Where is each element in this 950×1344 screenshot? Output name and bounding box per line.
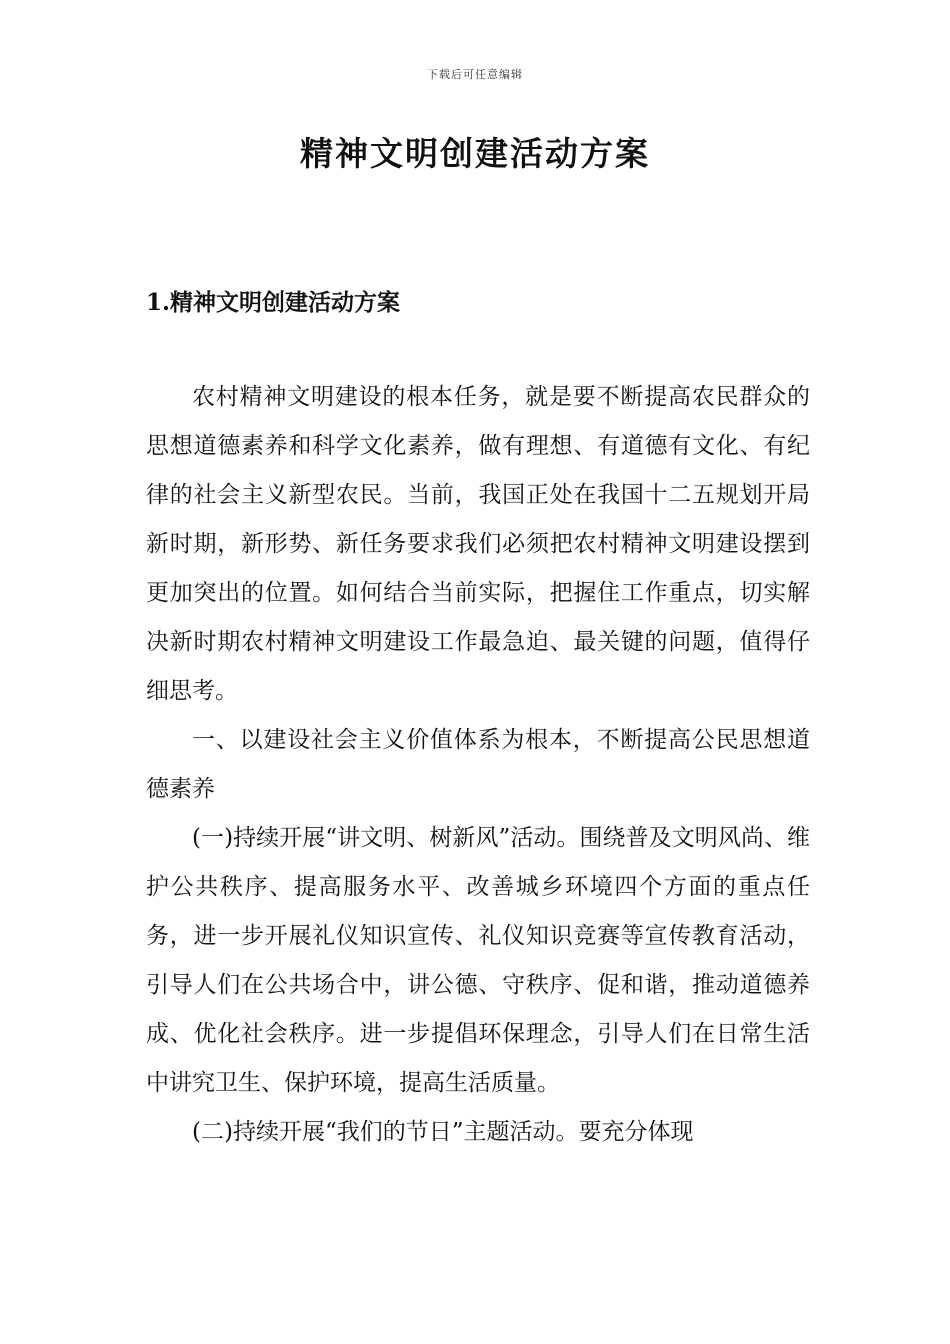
paragraph-intro: 农村精神文明建设的根本任务，就是要不断提高农民群众的思想道德素养和科学文化素养，做有理想、有道德有文化、有纪律的社会主义新型农民。当前，我国正处在我国十二五规划开局新时期，新形势、新任务要求我们必须把农村精神文明建设摆到更加突出的位置。如何结合当前实际，把握住工作重点，切实解决新时期农村精神文明建设工作最急迫、最关键的问题，值得仔细思考。	[146, 384, 810, 704]
section-heading: 1.精神文明创建活动方案	[146, 289, 401, 316]
paragraph-item-two: (二)持续开展“我们的节日”主题活动。要充分体现	[192, 1119, 694, 1145]
paragraph-item-one: (一)持续开展“讲文明、树新风”活动。围绕普及文明风尚、维护公共秩序、提高服务水平、改善城乡环境四个方面的重点任务，进一步开展礼仪知识宣传、礼仪知识竞赛等宣传教育活动，引导人们在公共场合中，讲公德、守秩序、促和谐，推动道德养成、优化社会秩序。进一步提倡环保理念，引导人们在日常生活中讲究卫生、保护环境，提高生活质量。	[146, 825, 810, 1096]
paragraph-section-one-heading: 一、以建设社会主义价值体系为根本，不断提高公民思想道德素养	[146, 727, 810, 802]
body-text	[146, 373, 810, 1157]
document-title: 精神文明创建活动方案	[300, 134, 650, 173]
header-note: 下载后可任意编辑	[427, 68, 523, 81]
